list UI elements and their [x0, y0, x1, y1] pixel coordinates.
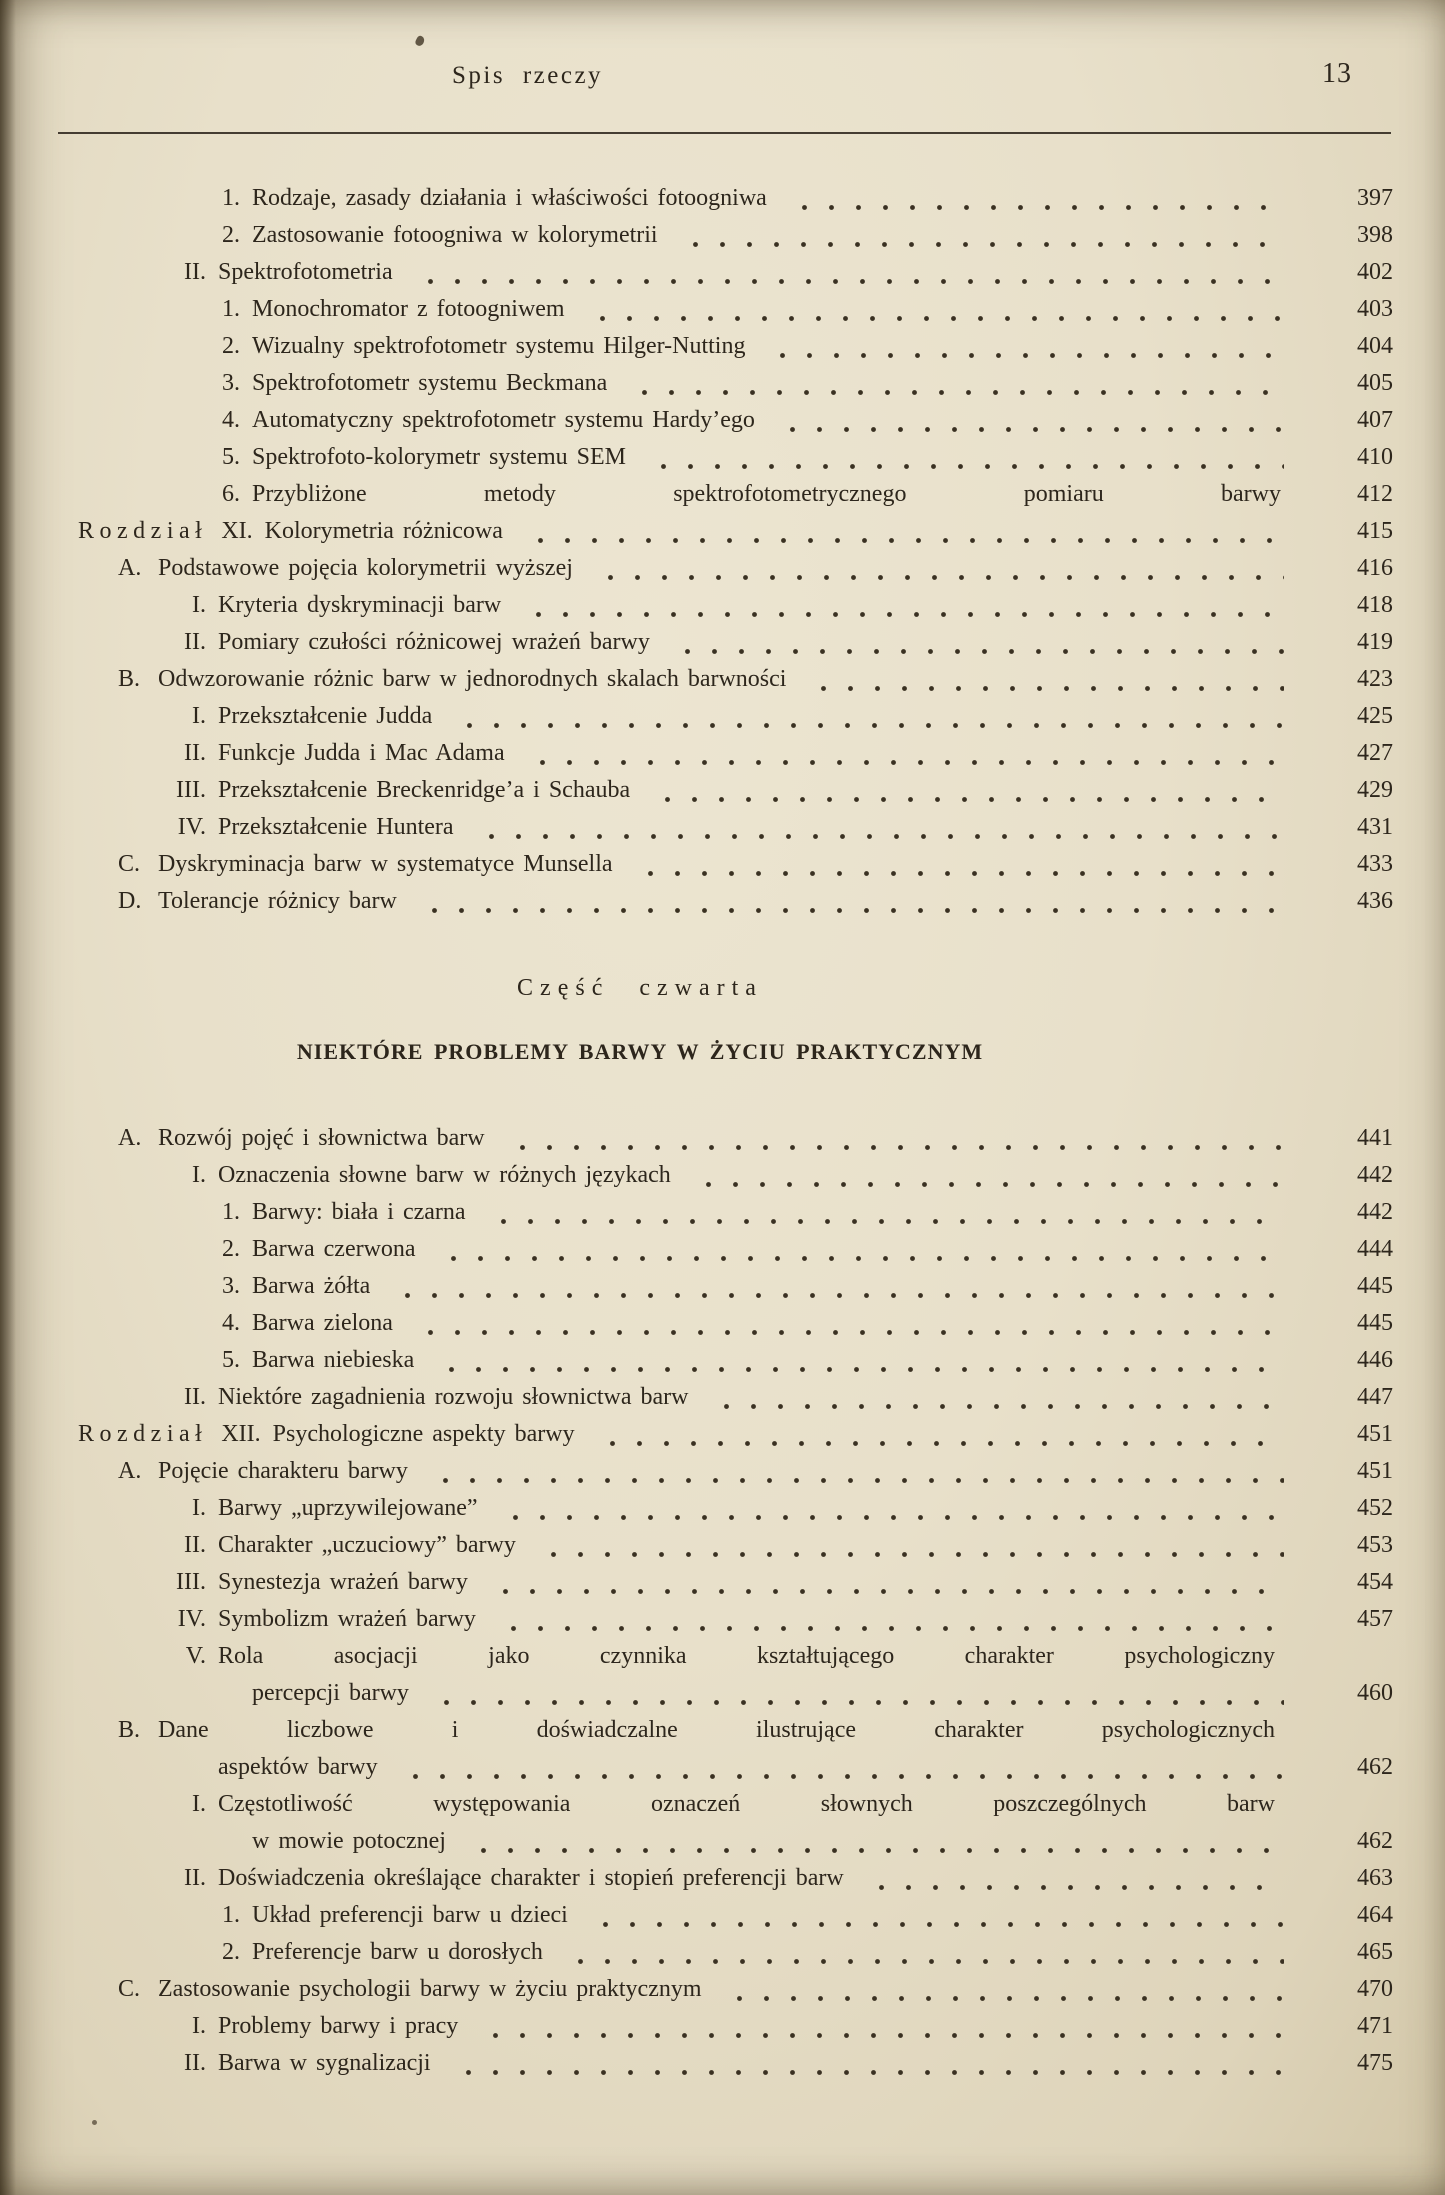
- toc-entry-page: 429: [1357, 777, 1393, 803]
- toc-entry-page: 398: [1357, 222, 1393, 248]
- toc-entry-page: 441: [1357, 1125, 1393, 1151]
- toc-entry-label: II.: [184, 259, 206, 285]
- toc-entry: [0, 1490, 1393, 1527]
- toc-entry: [0, 550, 1393, 587]
- toc-entry-text: Symbolizm wrażeń barwy: [218, 1606, 476, 1632]
- toc-entry-page: 418: [1357, 592, 1393, 618]
- dot-leader: [430, 1342, 1284, 1379]
- toc-entry-label: I.: [192, 1791, 206, 1817]
- toc-entry: [0, 476, 1393, 513]
- dot-leader: [413, 883, 1284, 920]
- dot-leader: [674, 217, 1284, 254]
- dot-leader: [492, 1601, 1284, 1638]
- dot-leader: [432, 1231, 1284, 1268]
- toc-entry-label: I.: [192, 1495, 206, 1521]
- toc-entry-page: 425: [1357, 703, 1393, 729]
- toc-entry: [0, 661, 1393, 698]
- toc-entry-text: Spektrofoto-kolorymetr systemu SEM: [252, 444, 626, 470]
- toc-entry-text: Pomiary czułości różnicowej wrażeń barwy: [218, 629, 650, 655]
- toc-entry-page: 405: [1357, 370, 1393, 396]
- toc-entry-page: 451: [1357, 1458, 1393, 1484]
- toc-entry: [0, 1120, 1393, 1157]
- toc-entry: [0, 1601, 1393, 1638]
- toc-entry-page: 471: [1357, 2013, 1393, 2039]
- toc-entry: [0, 846, 1393, 883]
- toc-entry-page: 453: [1357, 1532, 1393, 1558]
- toc-entry-text: Doświadczenia określające charakter i stopień preferencji barw: [218, 1865, 844, 1891]
- toc-entry-page: 470: [1357, 1976, 1393, 2002]
- toc-entry: [0, 883, 1393, 920]
- toc-entry-text: Podstawowe pojęcia kolorymetrii wyższej: [158, 555, 573, 581]
- toc-entry: [0, 402, 1393, 439]
- dot-leader: [532, 1527, 1284, 1564]
- toc-entry-page: 447: [1357, 1384, 1393, 1410]
- toc-entry-page: 419: [1357, 629, 1393, 655]
- toc-entry-label: A.: [118, 1125, 142, 1151]
- dot-leader: [666, 624, 1284, 661]
- toc-entry: [0, 180, 1393, 217]
- toc-entry-text: Charakter „uczuciowy” barwy: [218, 1532, 516, 1558]
- toc-entry-text: Tolerancje różnicy barw: [158, 888, 397, 914]
- toc-entry-label: 3.: [222, 370, 240, 396]
- toc-entry-label: 1.: [222, 1902, 240, 1928]
- dot-leader: [394, 1749, 1284, 1786]
- toc-entry: [0, 587, 1393, 624]
- toc-entry-text: Spektrofotometria: [218, 259, 393, 285]
- ink-speck: [92, 2120, 97, 2125]
- toc-entry: [0, 217, 1393, 254]
- dot-leader: [718, 1971, 1284, 2008]
- toc-entry-label: V.: [185, 1643, 206, 1669]
- toc-entry: [0, 2045, 1393, 2082]
- dot-leader: [409, 254, 1284, 291]
- toc-entry-text: Dane liczbowe i doświadczalne ilustrujące charakter psychologicznych: [158, 1717, 1275, 1743]
- toc-entry-page: 415: [1357, 518, 1393, 544]
- dot-leader: [484, 1564, 1284, 1601]
- toc-entry-page: 462: [1357, 1754, 1393, 1780]
- toc-entry-text: w mowie potocznej: [252, 1828, 446, 1854]
- toc-entry-label: 4.: [222, 407, 240, 433]
- dot-leader: [783, 180, 1284, 217]
- toc-entry: [0, 1971, 1393, 2008]
- toc-entry-text: Kryteria dyskryminacji barw: [218, 592, 502, 618]
- toc-entry-page: 410: [1357, 444, 1393, 470]
- toc-entry-text: Barwa w sygnalizacji: [218, 2050, 431, 2076]
- dot-leader: [646, 772, 1284, 809]
- toc-entry-label: C.: [118, 851, 141, 877]
- toc-entry-label: II.: [184, 1384, 206, 1410]
- toc-entry-text: Niektóre zagadnienia rozwoju słownictwa barw: [218, 1384, 689, 1410]
- dot-leader: [705, 1379, 1285, 1416]
- toc-entry-label: 1.: [222, 296, 240, 322]
- toc-entry-continuation: [0, 1675, 1393, 1712]
- toc-entry-text: Synestezja wrażeń barwy: [218, 1569, 468, 1595]
- toc-entry: [0, 1268, 1393, 1305]
- dot-leader: [591, 1416, 1284, 1453]
- toc-entry-text: Preferencje barw u dorosłych: [252, 1939, 543, 1965]
- toc-entry-text: Przekształcenie Huntera: [218, 814, 454, 840]
- toc-entry-label: A.: [118, 1458, 142, 1484]
- toc-entry: [0, 439, 1393, 476]
- toc-entry-label: III.: [176, 777, 206, 803]
- toc-entry-label: III.: [176, 1569, 206, 1595]
- part-title: NIEKTÓRE PROBLEMY BARWY W ŻYCIU PRAKTYCZNYM: [296, 1039, 984, 1064]
- toc-entry-label: 1.: [222, 1199, 240, 1225]
- dot-leader: [425, 1675, 1284, 1712]
- dot-leader: [642, 439, 1284, 476]
- toc-entry-text: Barwa niebieska: [252, 1347, 415, 1373]
- dot-leader: [409, 1305, 1284, 1342]
- toc-entry-page: 423: [1357, 666, 1393, 692]
- toc-entry-text: Układ preferencji barw u dzieci: [252, 1902, 568, 1928]
- chapter-word: Rozdział: [78, 518, 208, 544]
- toc-entry-label: A.: [118, 555, 142, 581]
- toc-entry: [0, 1897, 1393, 1934]
- toc-entry-text: Rozwój pojęć i słownictwa barw: [158, 1125, 485, 1151]
- toc-entry-page: 436: [1357, 888, 1393, 914]
- page-number: 13: [1322, 58, 1352, 89]
- toc-entry-continuation: [0, 1749, 1393, 1786]
- dot-leader: [462, 1823, 1284, 1860]
- toc-entry-label: II.: [184, 1865, 206, 1891]
- dot-leader: [521, 735, 1284, 772]
- page-header: [0, 58, 1445, 98]
- toc-entry-text: percepcji barwy: [252, 1680, 409, 1706]
- toc-entry: [0, 1157, 1393, 1194]
- dot-leader: [447, 2045, 1284, 2082]
- toc-entry-text: Wizualny spektrofotometr systemu Hilger-Nutting: [252, 333, 746, 359]
- toc-entry: [0, 1379, 1393, 1416]
- toc-entry-label: 2.: [222, 222, 240, 248]
- toc-entry-text: Rodzaje, zasady działania i właściwości fotoogniwa: [252, 185, 767, 211]
- toc-entry-page: 464: [1357, 1902, 1393, 1928]
- toc-entry-label: 2.: [222, 1939, 240, 1965]
- toc-entry: [0, 698, 1393, 735]
- toc-entry: [0, 1453, 1393, 1490]
- toc-entry-page: 446: [1357, 1347, 1393, 1373]
- toc-entry-page: 444: [1357, 1236, 1393, 1262]
- toc-entry-page: 397: [1357, 185, 1393, 211]
- dot-leader: [517, 587, 1284, 624]
- toc-entry-text: Funkcje Judda i Mac Adama: [218, 740, 505, 766]
- toc-entry-label: II.: [184, 629, 206, 655]
- toc-entry: [0, 513, 1393, 550]
- toc-entry: [0, 328, 1393, 365]
- toc-entry: [0, 624, 1393, 661]
- toc-entry-text: Przekształcenie Judda: [218, 703, 433, 729]
- dot-leader: [474, 2008, 1284, 2045]
- toc-entry: [0, 1231, 1393, 1268]
- toc-entry: [0, 809, 1393, 846]
- toc-entry-label: II.: [184, 1532, 206, 1558]
- toc-entry-text: Pojęcie charakteru barwy: [158, 1458, 408, 1484]
- dot-leader: [559, 1934, 1284, 1971]
- dot-leader: [424, 1453, 1284, 1490]
- chapter-word: Rozdział: [78, 1421, 208, 1447]
- dot-leader: [771, 402, 1284, 439]
- toc-entry: [0, 1786, 1393, 1823]
- chapter-number: XII.: [221, 1421, 261, 1447]
- dot-leader: [761, 328, 1284, 365]
- toc-entry-text: Barwa czerwona: [252, 1236, 416, 1262]
- toc-entry: [0, 1416, 1393, 1453]
- toc-entry: [0, 1527, 1393, 1564]
- toc-entry-page: 433: [1357, 851, 1393, 877]
- toc-entry-label: 4.: [222, 1310, 240, 1336]
- toc-entry-page: 457: [1357, 1606, 1393, 1632]
- toc-entry-label: I.: [192, 1162, 206, 1188]
- toc-entry-label: I.: [192, 703, 206, 729]
- dot-leader: [802, 661, 1284, 698]
- toc-entry-text: Psychologiczne aspekty barwy: [272, 1421, 575, 1447]
- toc-entry-label: I.: [192, 2013, 206, 2039]
- toc-entry-text: Przybliżone metody spektrofotometrycznego pomiaru barwy: [252, 481, 1281, 507]
- toc-entry: [0, 1712, 1393, 1749]
- toc-entry: [0, 1860, 1393, 1897]
- toc-entry-label: II.: [184, 2050, 206, 2076]
- dot-leader: [623, 365, 1284, 402]
- dot-leader: [584, 1897, 1284, 1934]
- toc-entry-text: Zastosowanie fotoogniwa w kolorymetrii: [252, 222, 658, 248]
- toc-entry-label: 2.: [222, 333, 240, 359]
- toc-entry-page: 404: [1357, 333, 1393, 359]
- ink-speck: [414, 35, 426, 48]
- toc-entry-page: 452: [1357, 1495, 1393, 1521]
- toc-entry-page: 402: [1357, 259, 1393, 285]
- dot-leader: [482, 1194, 1284, 1231]
- toc-entry-label: B.: [118, 1717, 141, 1743]
- toc-entry-page: 416: [1357, 555, 1393, 581]
- toc-entry-text: Oznaczenia słowne barw w różnych językach: [218, 1162, 671, 1188]
- toc-entry-page: 403: [1357, 296, 1393, 322]
- toc-entry-page: 445: [1357, 1273, 1393, 1299]
- dot-leader: [494, 1490, 1284, 1527]
- toc-entry-page: 427: [1357, 740, 1393, 766]
- toc-entry-label: B.: [118, 666, 141, 692]
- toc-entry-text: Barwy: biała i czarna: [252, 1199, 466, 1225]
- dot-leader: [470, 809, 1284, 846]
- toc-entry-text: Częstotliwość występowania oznaczeń słownych poszczególnych barw: [218, 1791, 1275, 1817]
- toc-entry-page: 454: [1357, 1569, 1393, 1595]
- toc-entry-page: 460: [1357, 1680, 1393, 1706]
- toc-entry-continuation: [0, 1823, 1393, 1860]
- toc-entry-text: Zastosowanie psychologii barwy w życiu praktycznym: [158, 1976, 702, 2002]
- toc-list: [0, 180, 1393, 2082]
- toc-entry-text: Rola asocjacji jako czynnika kształtującego charakter psychologiczny: [218, 1643, 1275, 1669]
- toc-entry-label: II.: [184, 740, 206, 766]
- toc-entry-text: Przekształcenie Breckenridge’a i Schauba: [218, 777, 631, 803]
- toc-entry-label: C.: [118, 1976, 141, 2002]
- toc-entry-text: Monochromator z fotoogniwem: [252, 296, 565, 322]
- dot-leader: [386, 1268, 1284, 1305]
- toc-entry-text: Kolorymetria różnicowa: [264, 518, 503, 544]
- toc-entry-page: 462: [1357, 1828, 1393, 1854]
- toc-entry-label: IV.: [177, 814, 206, 840]
- toc-entry: [0, 365, 1393, 402]
- toc-entry-text: Barwa żółta: [252, 1273, 371, 1299]
- toc-entry-label: 6.: [222, 481, 240, 507]
- toc-entry-page: 431: [1357, 814, 1393, 840]
- toc-entry: [0, 1194, 1393, 1231]
- dot-leader: [501, 1120, 1284, 1157]
- part-heading: Część czwarta: [517, 975, 763, 1001]
- toc-entry-page: 475: [1357, 2050, 1393, 2076]
- toc-entry: [0, 1564, 1393, 1601]
- toc-entry-page: 451: [1357, 1421, 1393, 1447]
- toc-entry-page: 465: [1357, 1939, 1393, 1965]
- toc-entry-label: 5.: [222, 1347, 240, 1373]
- toc-entry-page: 407: [1357, 407, 1393, 433]
- toc-entry-page: 463: [1357, 1865, 1393, 1891]
- toc-entry-text: aspektów barwy: [218, 1754, 378, 1780]
- header-rule: [58, 132, 1391, 134]
- toc-entry-page: 412: [1357, 481, 1393, 507]
- toc-entry-label: 1.: [222, 185, 240, 211]
- toc-entry: [0, 2008, 1393, 2045]
- toc-entry: [0, 1305, 1393, 1342]
- toc-entry-page: 442: [1357, 1199, 1393, 1225]
- toc-entry-text: Odwzorowanie różnic barw w jednorodnych skalach barwności: [158, 666, 787, 692]
- toc-entry-text: Spektrofotometr systemu Beckmana: [252, 370, 608, 396]
- toc-entry: [0, 772, 1393, 809]
- toc-entry-page: 445: [1357, 1310, 1393, 1336]
- dot-leader: [589, 550, 1284, 587]
- toc-entry: [0, 1638, 1393, 1675]
- toc-entry-label: IV.: [177, 1606, 206, 1632]
- dot-leader: [629, 846, 1284, 883]
- toc-entry-text: Dyskryminacja barw w systematyce Munsella: [158, 851, 613, 877]
- toc-entry: [0, 1934, 1393, 1971]
- dot-leader: [687, 1157, 1284, 1194]
- toc-entry: [0, 1342, 1393, 1379]
- toc-entry-label: 3.: [222, 1273, 240, 1299]
- chapter-number: XI.: [221, 518, 253, 544]
- dot-leader: [860, 1860, 1284, 1897]
- toc-entry-label: 5.: [222, 444, 240, 470]
- toc-entry-text: Barwa zielona: [252, 1310, 393, 1336]
- toc-entry-label: 2.: [222, 1236, 240, 1262]
- toc-entry: [0, 254, 1393, 291]
- dot-leader: [448, 698, 1284, 735]
- dot-leader: [519, 513, 1284, 550]
- running-head: Spis rzeczy: [452, 62, 604, 89]
- toc-entry-label: I.: [192, 592, 206, 618]
- toc-entry-text: Barwy „uprzywilejowane”: [218, 1495, 478, 1521]
- toc-entry-label: D.: [118, 888, 142, 914]
- toc-entry-text: Automatyczny spektrofotometr systemu Hardy’ego: [252, 407, 755, 433]
- dot-leader: [581, 291, 1284, 328]
- toc-entry-page: 442: [1357, 1162, 1393, 1188]
- toc-entry: [0, 291, 1393, 328]
- toc-entry: [0, 735, 1393, 772]
- toc-entry-text: Problemy barwy i pracy: [218, 2013, 459, 2039]
